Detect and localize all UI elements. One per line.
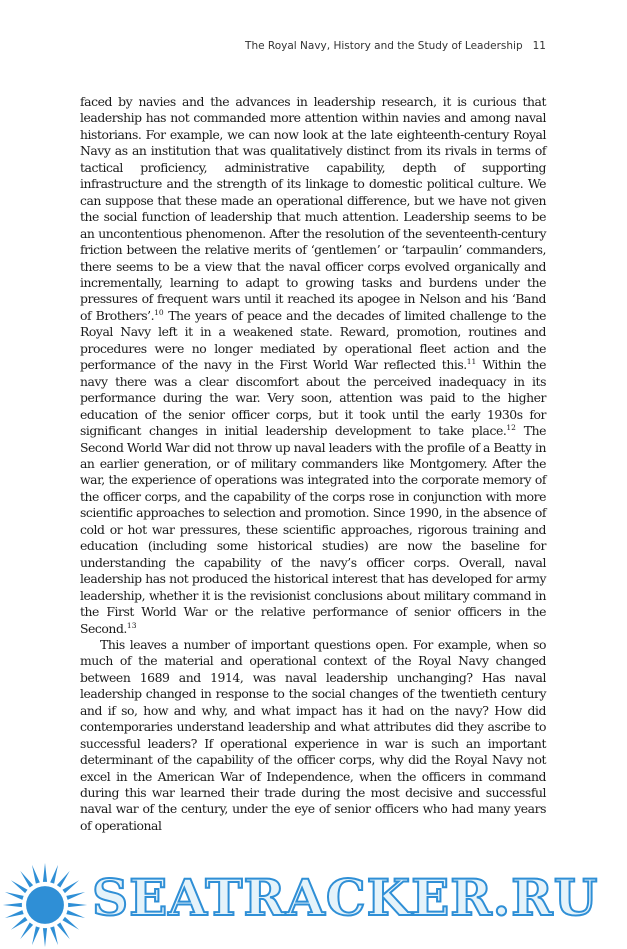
running-head: [80, 40, 546, 52]
watermark-text: SEATRACKER.RU: [92, 868, 599, 927]
text-run: This leaves a number of important questions open. For example, when so much of the material and operational context of the Royal Navy changed between 1689 and 1914, was naval leadership unchanging? Has naval leadership changed in response to the social changes of the twentieth century and if so, how and why, and what impact has it had on the navy? How did contemporaries understand leadership and what attributes did they ascribe to successful leaders? If operational experience in war is such an important determinant of the capability of the officer corps, why did the Royal Navy not excel in the American War of Independence, when the officers in command during this war learned their trade during the most decisive and successful naval war of the century, under the eye of senior officers who had many years of operational: [80, 636, 546, 833]
paragraph-2: [80, 637, 546, 834]
footnote-ref[interactable]: 11: [466, 357, 477, 367]
paragraph-1: [80, 94, 546, 637]
text-run: Within the navy there was a clear discomfort about the perceived inadequacy in its performance during the war. Very soon, attention was paid to the higher education of the senior officer corps, but it took until the early 1930s for significant changes in initial leadership development to take place.: [80, 357, 546, 439]
sun-icon: [2, 862, 88, 948]
running-head-title: The Royal Navy, History and the Study of Leadership: [245, 40, 523, 52]
text-run: The Second World War did not throw up naval leaders with the profile of a Beatty in an earlier generation, or of military commanders like Montgomery. After the war, the experience of operations was integrated into the corporate memory of the officer corps, and the capability of the corps rose in conjunction with more scientific approaches to selection and promotion. Since 1990, in the absence of cold or hot war pressures, these scientific approaches, rigorous training and education (including some historical studies) are now the baseline for understanding the capability of the navy’s officer corps. Overall, naval leadership has not produced the historical interest that has developed for army leadership, whether it is the revisionist conclusions about military command in the First World War or the relative performance of senior officers in the Second.: [80, 423, 546, 636]
body-text: [80, 94, 546, 834]
footnote-ref[interactable]: 12: [506, 423, 516, 433]
text-run: faced by navies and the advances in leadership research, it is curious that leadership has not commanded more attention within navies and among naval historians. For example, we can now look at the late eighteenth-century Royal Navy as an institution that was qualitatively distinct from its rivals in terms of tactical proficiency, administrative capability, depth of supporting infrastructure and the strength of its linkage to domestic political culture. We can suppose that these made an operational difference, but we have not given the social function of leadership that much attention. Leadership seems to be an uncontentious phenomenon. After the resolution of the seventeenth-century friction between the relative merits of ‘gentlemen’ or ‘tarpaulin’ commanders, there seems to be a view that the naval officer corps evolved organically and incrementally, learning to adapt to growing tasks and burdens under the pressures of frequent wars until it reached its apogee in Nelson and his ‘Band of Brothers’.: [80, 94, 546, 323]
footnote-ref[interactable]: 13: [126, 620, 137, 630]
footnote-ref[interactable]: 10: [154, 307, 164, 317]
page-number: 11: [532, 40, 546, 52]
text-run: The years of peace and the decades of limited challenge to the Royal Navy left it in a weakened state. Reward, promotion, routines and procedures were no longer mediated by operational fleet action and the performance of the navy in the First World War reflected this.: [80, 307, 546, 373]
watermark: [0, 858, 627, 949]
